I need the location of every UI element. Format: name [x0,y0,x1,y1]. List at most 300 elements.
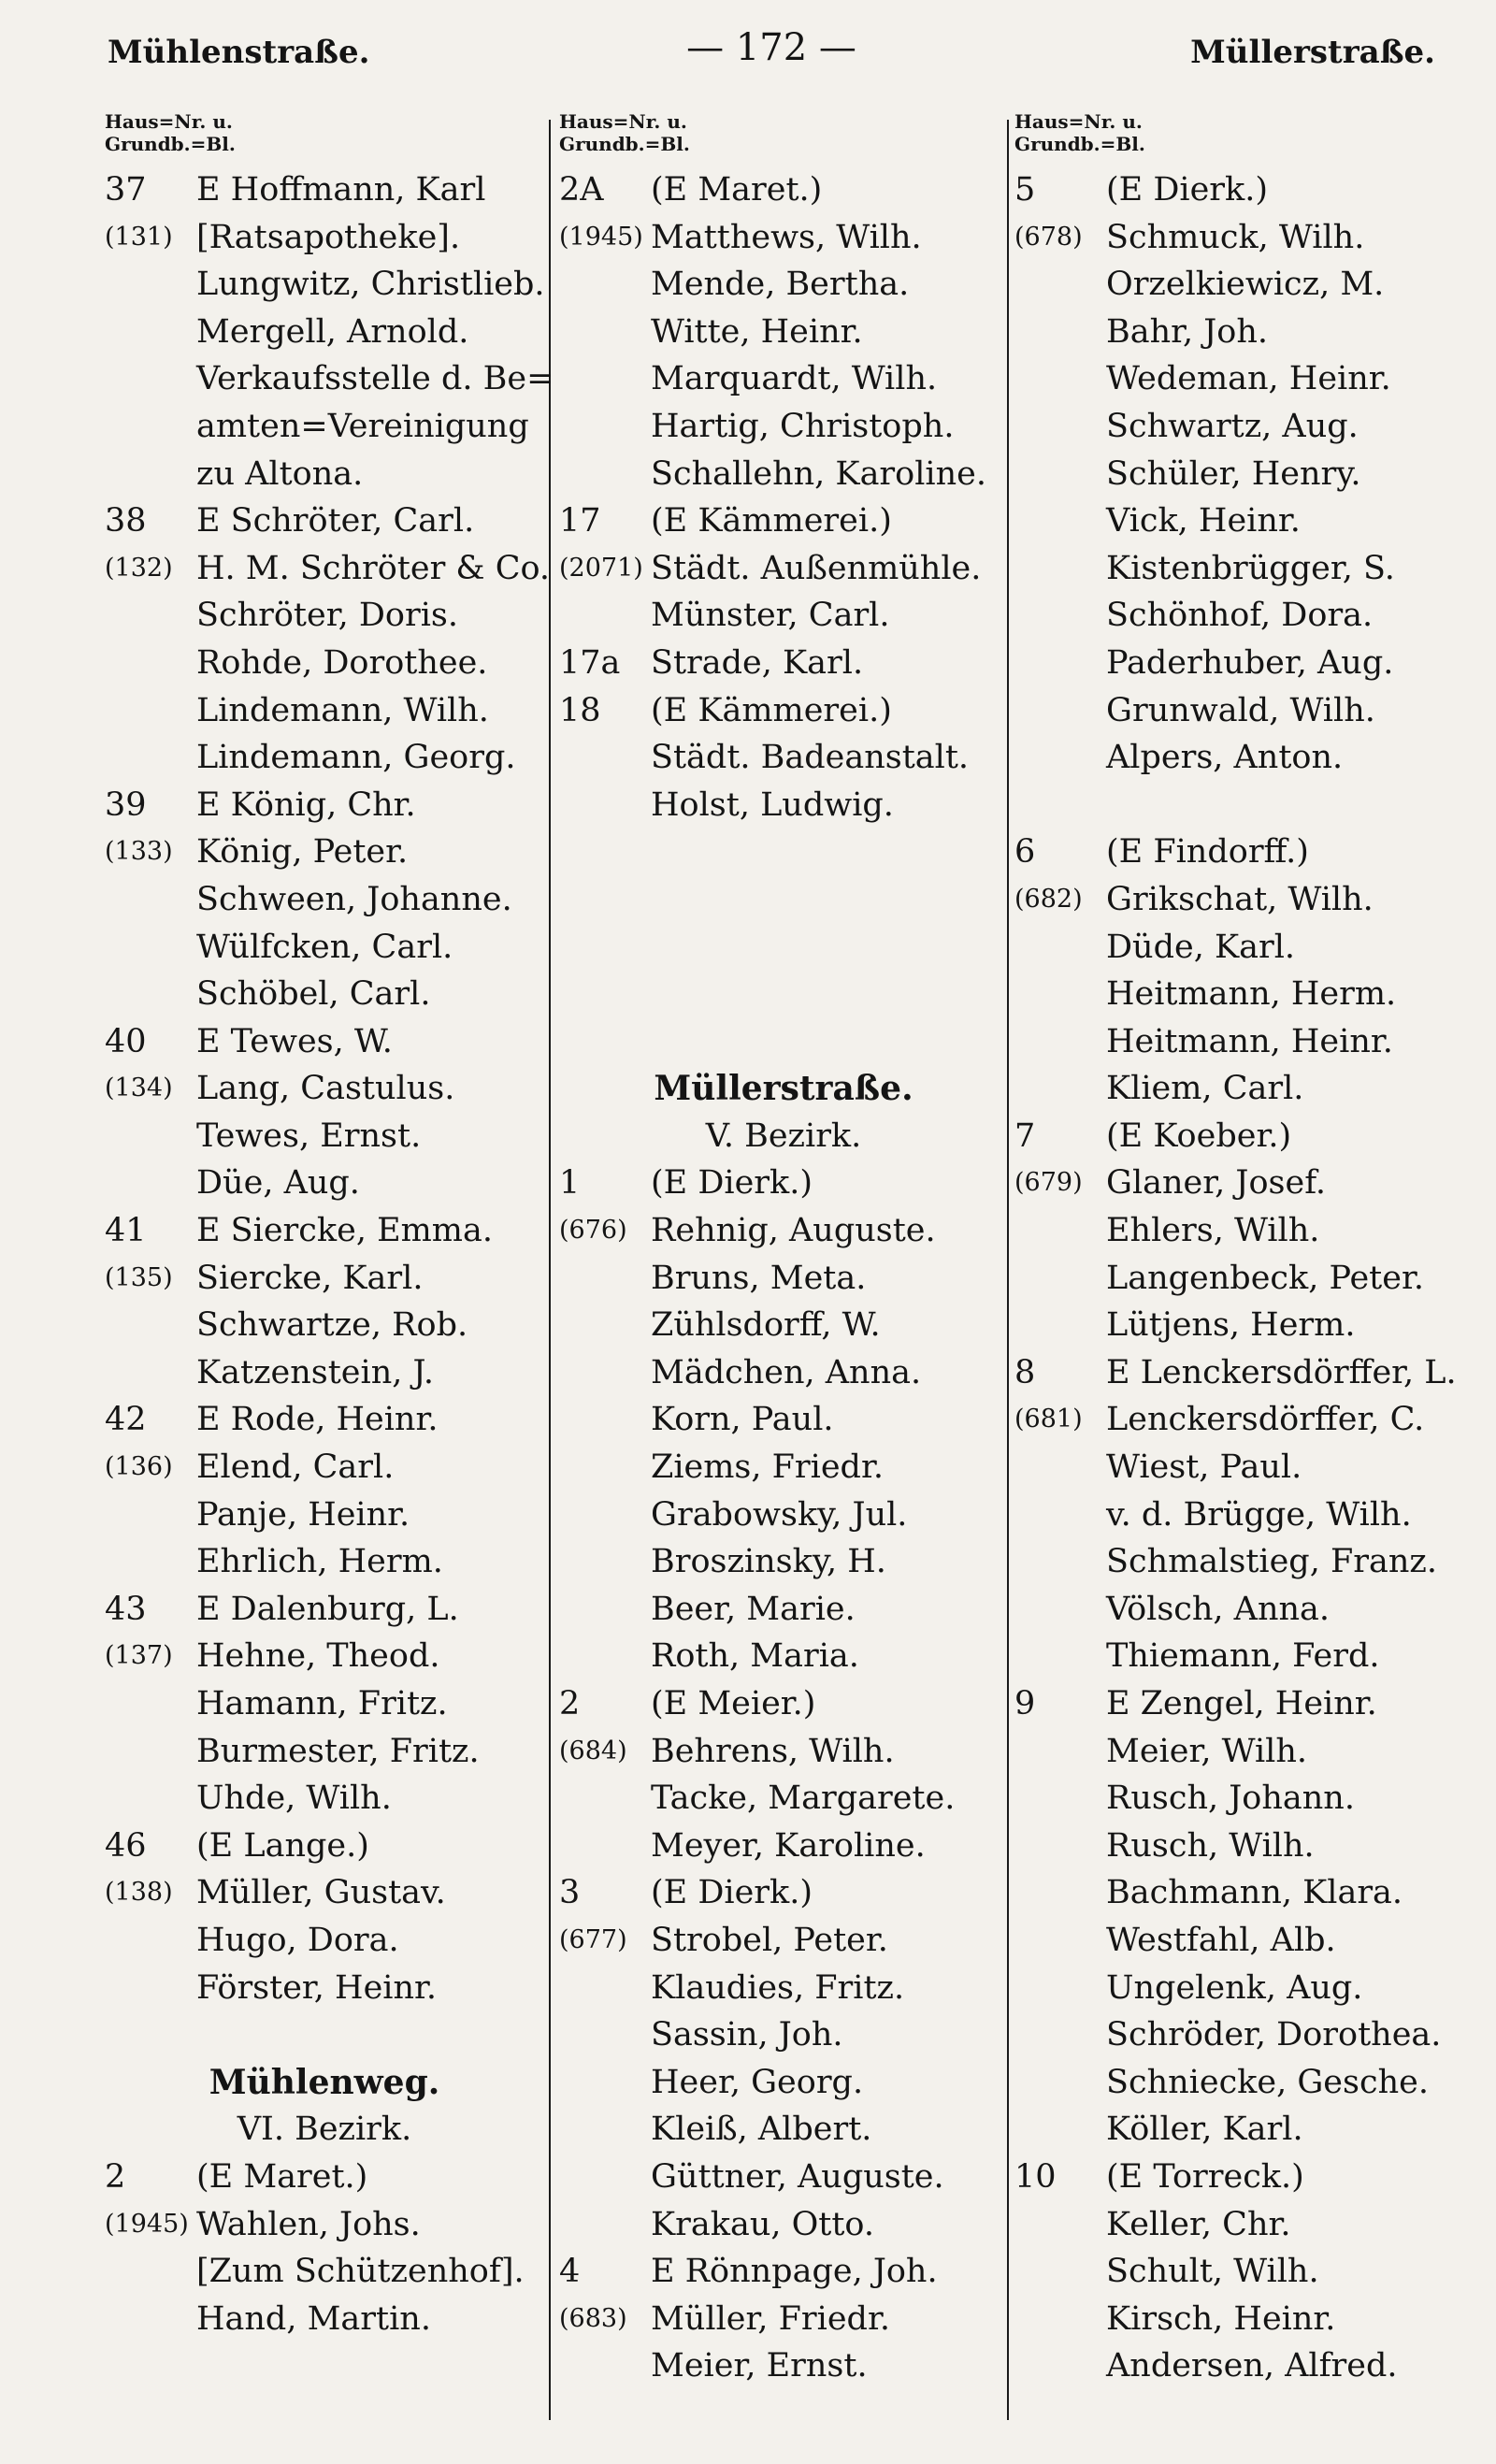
land-register-number: (137) [105,1641,173,1671]
resident-name: E Hoffmann, Karl [196,171,486,209]
resident-name: Roth, Maria. [651,1637,859,1676]
resident-name: Kliem, Carl. [1106,1070,1304,1108]
resident-name: Grunwald, Wilh. [1106,691,1375,729]
resident-name: Städt. Badeanstalt. [651,739,970,777]
list-item [1014,829,1454,876]
house-number [105,2248,196,2296]
house-number [1014,1444,1106,1491]
resident-name: Wedeman, Heinr. [1106,360,1391,398]
list-item [105,403,544,451]
house-number [559,451,651,498]
house-number [559,355,651,403]
list-item [1014,1965,1454,2012]
resident-name: Ziems, Friedr. [651,1448,884,1487]
resident-name: (E Dierk.) [651,1164,813,1203]
house-number [1014,1823,1106,1870]
house-number [105,1491,196,1539]
resident-name: Westfahl, Alb. [1106,1921,1336,1959]
resident-name: Lütjens, Herm. [1106,1306,1356,1345]
house-number [1014,2106,1106,2154]
resident-name: Uhde, Wilh. [196,1780,392,1818]
resident-name: E Schröter, Carl. [196,502,475,540]
resident-name: Rehnig, Auguste. [651,1212,936,1250]
house-number [559,1444,651,1491]
resident-name: Sassin, Joh. [651,2016,843,2054]
house-number: 1 [559,1164,581,1203]
land-register-number: (677) [559,1924,627,1954]
list-item [105,1349,544,1397]
list-item [559,1396,1008,1444]
column-header-line2: Grundb.=Bl. [1014,133,1145,155]
resident-name: Lenckersdörffer, C. [1106,1401,1425,1439]
house-number [1014,971,1106,1018]
resident-name: Lindemann, Georg. [196,739,516,777]
house-number [559,1396,651,1444]
resident-name: Wiest, Paul. [1106,1448,1302,1487]
list-item [559,592,1008,640]
house-number [1014,1586,1106,1634]
resident-name: Städt. Außenmühle. [651,549,982,587]
resident-name: Korn, Paul. [651,1401,834,1439]
resident-name: Ehlers, Wilh. [1106,1212,1320,1250]
land-register-number: (134) [105,1073,173,1103]
list-item [1014,1396,1454,1444]
house-number [105,355,196,403]
resident-name: Beer, Marie. [651,1590,856,1628]
list-item [559,640,1008,687]
resident-name: Siercke, Karl. [196,1259,424,1297]
list-item [105,1018,544,1066]
house-number: 43 [105,1590,147,1628]
house-number [105,1349,196,1397]
list-item [559,2296,1008,2343]
house-number: 38 [105,502,147,540]
resident-name: Meier, Ernst. [651,2347,868,2385]
list-item [1014,2342,1454,2390]
house-number: 2 [105,2157,126,2196]
resident-name: Witte, Heinr. [651,312,863,351]
list-item [105,355,554,403]
list-item [105,1396,544,1444]
list-item [559,545,1008,593]
list-item [1014,1113,1454,1160]
resident-name: zu Altona. [196,454,364,493]
list-item [105,1255,544,1303]
house-number [1014,1775,1106,1823]
list-item [559,2011,1008,2059]
list-item [105,1538,544,1586]
resident-name: E Lenckersdörffer, L. [1106,1353,1457,1391]
list-item [105,1491,544,1539]
list-item [105,309,544,356]
resident-name: E König, Chr. [196,785,416,824]
list-item [559,403,1008,451]
land-register-number: (681) [1014,1405,1083,1434]
resident-name: Schween, Johanne. [196,880,512,918]
house-number: 40 [105,1022,147,1060]
land-register-number: (132) [105,553,173,583]
list-item [105,1113,544,1160]
entry-list [559,166,1008,2390]
house-number: 5 [1014,171,1036,209]
house-number [559,1302,651,1349]
entry-list [105,166,554,2342]
list-item [559,451,1008,498]
house-number [105,971,196,1018]
spacer [559,1018,1008,1066]
list-item [105,592,544,640]
house-number [1014,2201,1106,2249]
resident-name: Schult, Wilh. [1106,2253,1319,2291]
list-item [559,2059,1008,2107]
house-number [105,1917,196,1965]
list-item [559,1255,1008,1303]
house-number [1014,2059,1106,2107]
list-item [1014,545,1454,593]
resident-name: (E Dierk.) [1106,171,1269,209]
resident-name: Förster, Heinr. [196,1968,438,2007]
house-number: 2 [559,1685,581,1722]
list-item [559,1775,1008,1823]
land-register-number: (676) [559,1216,627,1246]
list-item [559,1965,1008,2012]
list-item [559,734,1008,782]
page-header [108,26,1435,82]
resident-name: Kirsch, Heinr. [1106,2299,1336,2338]
list-item [105,1302,544,1349]
land-register-number: (135) [105,1262,173,1292]
resident-name: Hand, Martin. [196,2299,431,2338]
resident-name: Lindemann, Wilh. [196,691,489,729]
house-number [1014,734,1106,782]
resident-name: Güttner, Auguste. [651,2157,944,2196]
land-register-number: (133) [105,837,173,867]
list-item [105,2154,544,2201]
land-register-number: (2071) [559,553,643,583]
house-number [559,309,651,356]
house-number [105,734,196,782]
list-item [1014,876,1454,924]
house-number [1014,1538,1106,1586]
house-number: 18 [559,691,601,729]
list-item [105,2296,544,2343]
list-item [105,1823,544,1870]
list-item [559,1823,1008,1870]
resident-name: E Siercke, Emma. [196,1212,493,1250]
house-number [1014,1633,1106,1680]
house-number [1014,1255,1106,1303]
house-number [105,1113,196,1160]
house-number [105,1728,196,1776]
resident-name: (E Dierk.) [651,1874,813,1912]
list-item [1014,1633,1454,1680]
resident-name: E Zengel, Heinr. [1106,1685,1377,1722]
resident-name: Glaner, Josef. [1106,1164,1327,1203]
resident-name: (E Koeber.) [1106,1117,1292,1155]
resident-name: Bahr, Joh. [1106,312,1269,351]
column-header-line1: Haus=Nr. u. [559,110,687,133]
resident-name: Mädchen, Anna. [651,1353,922,1391]
list-item [1014,592,1454,640]
house-number [1014,2342,1106,2390]
list-item [105,1207,544,1255]
list-item [559,2342,1008,2390]
list-item [1014,1160,1454,1207]
resident-name: Lang, Castulus. [196,1070,455,1108]
resident-name: Mende, Bertha. [651,266,910,304]
list-item [559,1633,1008,1680]
resident-name: H. M. Schröter & Co. [196,549,551,587]
house-number [559,1965,651,2012]
district-label: VI. Bezirk. [237,2111,412,2149]
list-item [1014,2201,1454,2249]
list-item [105,166,544,214]
house-number [1014,924,1106,972]
list-item [105,1728,544,1776]
list-item [1014,166,1454,214]
resident-name: Tacke, Margarete. [651,1780,956,1818]
column-header [559,110,1008,166]
list-item [105,451,544,498]
resident-name: Bruns, Meta. [651,1259,867,1297]
resident-name: Schröter, Doris. [196,597,458,635]
house-number [105,403,196,451]
resident-name: Krakau, Otto. [651,2205,875,2243]
list-item [559,355,1008,403]
resident-name: (E Torreck.) [1106,2157,1304,2196]
resident-name: Meier, Wilh. [1106,1732,1308,1770]
resident-name: Orzelkiewicz, M. [1106,266,1385,304]
list-item [1014,2106,1454,2154]
resident-name: E Rode, Heinr. [196,1401,439,1439]
list-item [559,1302,1008,1349]
house-number [559,2011,651,2059]
resident-name: [Zum Schützenhof]. [196,2253,525,2291]
resident-name: Klaudies, Fritz. [651,1968,905,2007]
list-item [1014,924,1454,972]
spacer [1014,782,1454,829]
list-item [559,261,1008,309]
list-item [559,1160,1008,1207]
house-number [559,403,651,451]
house-number [105,1538,196,1586]
resident-name: Burmester, Fritz. [196,1732,480,1770]
house-number: 8 [1014,1353,1036,1391]
resident-name: Wahlen, Johs. [196,2205,421,2243]
house-number [559,2106,651,2154]
list-item [1014,497,1454,545]
resident-name: Strobel, Peter. [651,1921,888,1959]
list-item [105,214,544,262]
list-item [1014,1728,1454,1776]
house-number [559,1349,651,1397]
column-header-line1: Haus=Nr. u. [1014,110,1143,133]
list-item [105,782,544,829]
house-number [559,2059,651,2107]
spacer [559,876,1008,924]
list-item [1014,403,1454,451]
list-item [559,1491,1008,1539]
resident-name: (E Findorff.) [1106,833,1309,872]
list-item [559,2201,1008,2249]
house-number [105,1160,196,1207]
list-item [105,876,544,924]
resident-name: v. d. Brügge, Wilh. [1106,1495,1412,1534]
land-register-number: (683) [559,2303,627,2333]
house-number: 4 [559,2253,581,2291]
house-number [1014,1917,1106,1965]
resident-name: Alpers, Anton. [1106,739,1344,777]
house-number [559,1538,651,1586]
column-2 [559,110,1008,2385]
house-number [105,1302,196,1349]
column-header-line1: Haus=Nr. u. [105,110,233,133]
list-item [559,1207,1008,1255]
column-header [105,110,544,166]
list-item [105,1917,544,1965]
resident-name: Lungwitz, Christlieb. [196,266,545,304]
list-item [1014,214,1454,262]
resident-name: Köller, Karl. [1106,2111,1303,2149]
list-item [1014,2059,1454,2107]
resident-name: Heitmann, Herm. [1106,975,1397,1014]
house-number [1014,1965,1106,2012]
house-number: 42 [105,1401,147,1439]
list-item [1014,1538,1454,1586]
house-number [559,734,651,782]
list-item [105,687,544,735]
resident-name: Paderhuber, Aug. [1106,643,1394,682]
house-number [1014,1728,1106,1776]
list-item [105,1775,544,1823]
resident-name: Schröder, Dorothea. [1106,2016,1442,2054]
resident-name: Schwartz, Aug. [1106,407,1359,445]
list-item [1014,1444,1454,1491]
list-item [559,782,1008,829]
house-number [1014,687,1106,735]
spacer [559,924,1008,972]
resident-name: Heitmann, Heinr. [1106,1022,1393,1060]
resident-name: (E Meier.) [651,1685,816,1722]
house-number: 10 [1014,2157,1057,2196]
resident-name: amten=Vereinigung [196,407,529,445]
list-item [105,640,544,687]
resident-name: Behrens, Wilh. [651,1732,895,1770]
resident-name: Schallehn, Karoline. [651,454,987,493]
resident-name: Zühlsdorff, W. [651,1306,881,1345]
land-register-number: (131) [105,222,173,252]
house-number: 37 [105,171,147,209]
column-header [1014,110,1454,166]
resident-name: Ehrlich, Herm. [196,1543,443,1581]
resident-name: (E Lange.) [196,1826,369,1865]
list-item [105,924,544,972]
list-item [559,2248,1008,2296]
resident-name: Völsch, Anna. [1106,1590,1331,1628]
house-number [559,261,651,309]
house-number [105,451,196,498]
column-1 [105,110,554,2342]
list-item [1014,1255,1454,1303]
resident-name: Marquardt, Wilh. [651,360,938,398]
house-number [559,1586,651,1634]
house-number [105,1680,196,1728]
land-register-number: (138) [105,1878,173,1908]
street-heading: Mühlenweg. [209,2062,440,2102]
resident-name: E Rönnpage, Joh. [651,2253,938,2291]
resident-name: Schmuck, Wilh. [1106,218,1365,256]
list-item [1014,1917,1454,1965]
list-item [105,1680,544,1728]
list-item [1014,1018,1454,1066]
list-item [105,1633,544,1680]
land-register-number: (136) [105,1452,173,1482]
list-item [105,1965,544,2012]
resident-name: Ungelenk, Aug. [1106,1968,1363,2007]
house-number [105,924,196,972]
resident-name: Düde, Karl. [1106,928,1296,966]
list-item [1014,687,1454,735]
house-number [559,782,651,829]
resident-name: Wülfcken, Carl. [196,928,453,966]
house-number [1014,403,1106,451]
resident-name: Schwartze, Rob. [196,1306,468,1345]
house-number [1014,1491,1106,1539]
house-number [1014,1018,1106,1066]
list-item [105,545,551,593]
resident-name: Elend, Carl. [196,1448,395,1487]
house-number: 2A [559,171,604,209]
house-number: 9 [1014,1685,1036,1722]
house-number [105,261,196,309]
house-number [559,1823,651,1870]
list-item [559,497,1008,545]
list-item [559,2154,1008,2201]
list-item [559,1538,1008,1586]
list-item [105,734,544,782]
list-item [559,166,1008,214]
list-item [1014,1869,1454,1917]
house-number [105,640,196,687]
resident-name: Kleiß, Albert. [651,2111,872,2149]
resident-name: Keller, Chr. [1106,2205,1291,2243]
resident-name: (E Maret.) [651,171,823,209]
house-number [559,1491,651,1539]
list-item [105,497,544,545]
resident-name: Schönhof, Dora. [1106,597,1374,635]
list-item [1014,640,1454,687]
list-item [105,1160,544,1207]
resident-name: (E Maret.) [196,2157,368,2196]
house-number [1014,451,1106,498]
list-item [1014,1349,1457,1397]
house-number: 7 [1014,1117,1036,1155]
resident-name: (E Kämmerei.) [651,691,892,729]
house-number [105,2296,196,2343]
resident-name: Strade, Karl. [651,643,864,682]
list-item [1014,1302,1454,1349]
list-item [105,1065,544,1113]
list-item [1014,261,1454,309]
house-number [559,2342,651,2390]
resident-name: Müller, Gustav. [196,1874,446,1912]
house-number [105,876,196,924]
resident-name: Kistenbrügger, S. [1106,549,1395,587]
list-item [105,261,544,309]
resident-name: Rusch, Johann. [1106,1780,1355,1818]
list-item [105,2248,544,2296]
house-number: 6 [1014,833,1036,872]
